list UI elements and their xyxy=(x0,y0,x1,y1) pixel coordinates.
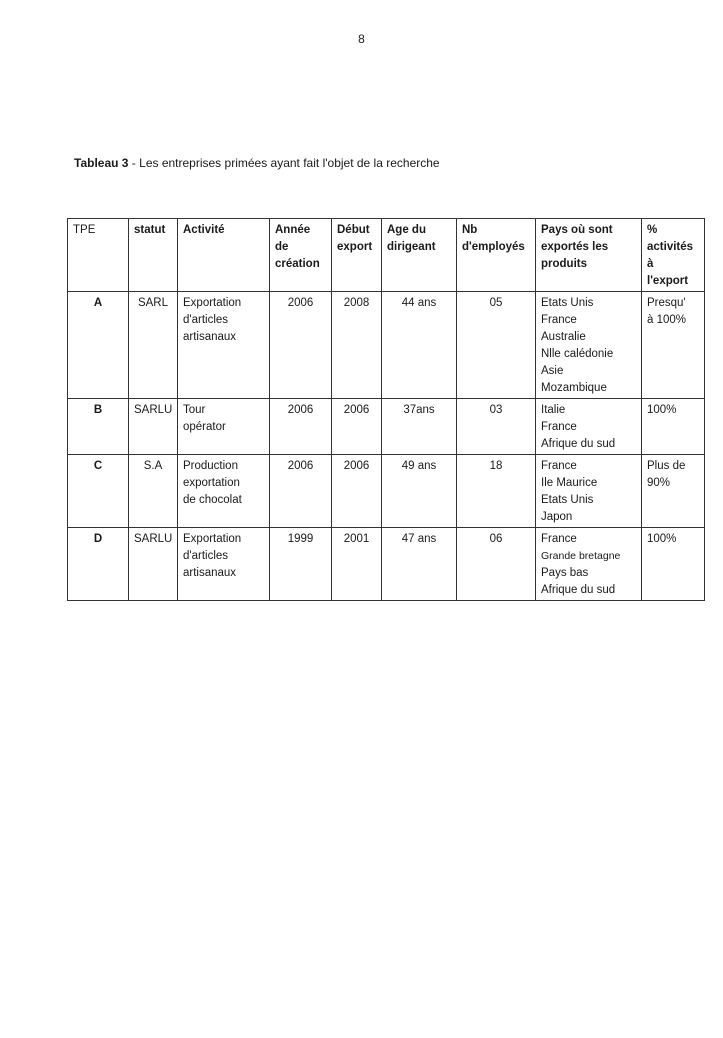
cell-age: 44 ans xyxy=(382,292,457,399)
table-row xyxy=(68,528,705,601)
enterprises-table xyxy=(67,218,705,601)
cell-activite xyxy=(178,528,270,601)
cell-pct-line: Presqu' xyxy=(647,297,686,309)
cell-pays-line: Ile Maurice xyxy=(541,477,598,489)
cell-debut: 2008 xyxy=(332,292,382,399)
cell-nb: 05 xyxy=(457,292,536,399)
header-nb xyxy=(457,219,536,292)
cell-pct-line: 100% xyxy=(647,533,677,545)
header-annee xyxy=(270,219,332,292)
header-debut xyxy=(332,219,382,292)
cell-pays-line: Mozambique xyxy=(541,382,607,394)
cell-pays-line: France xyxy=(541,533,577,545)
header-statut: statut xyxy=(129,219,178,292)
header-pct-line: à xyxy=(647,258,654,270)
caption-label: Tableau 3 xyxy=(74,156,129,170)
cell-pays-line: Afrique du sud xyxy=(541,438,616,450)
header-nb-line: d'employés xyxy=(462,241,525,253)
cell-pays xyxy=(536,292,642,399)
cell-pays-line: France xyxy=(541,460,577,472)
cell-pays-line: Etats Unis xyxy=(541,297,594,309)
caption-separator: - xyxy=(128,156,140,170)
caption-text: Les entreprises primées ayant fait l'objet de la recherche xyxy=(139,156,440,170)
cell-activite xyxy=(178,399,270,455)
cell-pays-line: Japon xyxy=(541,511,573,523)
cell-annee: 2006 xyxy=(270,455,332,528)
cell-pays-line: France xyxy=(541,314,577,326)
cell-pct xyxy=(642,399,705,455)
header-debut-line: Début xyxy=(337,224,370,236)
table-row xyxy=(68,292,705,399)
cell-pays xyxy=(536,455,642,528)
cell-pct xyxy=(642,528,705,601)
cell-pays-line: Pays bas xyxy=(541,567,589,579)
header-pct xyxy=(642,219,705,292)
cell-pays-line: France xyxy=(541,421,577,433)
cell-pct xyxy=(642,455,705,528)
header-activite: Activité xyxy=(178,219,270,292)
cell-activite xyxy=(178,292,270,399)
cell-nb: 18 xyxy=(457,455,536,528)
cell-activite-line: Exportation xyxy=(183,297,242,309)
cell-activite-line: Production xyxy=(183,460,238,472)
header-pct-line: l'export xyxy=(647,275,689,287)
header-annee-line: de xyxy=(275,241,289,253)
cell-tpe: C xyxy=(68,455,129,528)
cell-pct-line: à 100% xyxy=(647,314,687,326)
header-pays-line: exportés les xyxy=(541,241,609,253)
cell-pct xyxy=(642,292,705,399)
cell-statut: S.A xyxy=(129,455,178,528)
header-annee-line: création xyxy=(275,258,320,270)
cell-debut: 2006 xyxy=(332,455,382,528)
cell-nb: 03 xyxy=(457,399,536,455)
cell-activite-line: de chocolat xyxy=(183,494,242,506)
cell-pct-line: 90% xyxy=(647,477,671,489)
header-pct-line: activités xyxy=(647,241,694,253)
cell-tpe: D xyxy=(68,528,129,601)
cell-activite-line: d'articles xyxy=(183,314,229,326)
cell-pays-line: Afrique du sud xyxy=(541,584,616,596)
cell-activite-line: Exportation xyxy=(183,533,242,545)
cell-activite-line: artisanaux xyxy=(183,567,237,579)
table-row xyxy=(68,399,705,455)
cell-age: 37ans xyxy=(382,399,457,455)
table-row xyxy=(68,455,705,528)
cell-activite-line: exportation xyxy=(183,477,240,489)
cell-tpe: B xyxy=(68,399,129,455)
header-pays-line: Pays où sont xyxy=(541,224,613,236)
cell-annee: 1999 xyxy=(270,528,332,601)
cell-nb: 06 xyxy=(457,528,536,601)
header-age xyxy=(382,219,457,292)
header-tpe: TPE xyxy=(68,219,129,292)
cell-pays xyxy=(536,399,642,455)
header-pct-line: % xyxy=(647,224,658,236)
cell-debut: 2006 xyxy=(332,399,382,455)
cell-age: 49 ans xyxy=(382,455,457,528)
cell-statut: SARLU xyxy=(129,399,178,455)
cell-activite-line: opérator xyxy=(183,421,226,433)
header-pays xyxy=(536,219,642,292)
page-number: 8 xyxy=(358,32,365,46)
cell-statut: SARL xyxy=(129,292,178,399)
cell-pays-line: Nlle calédonie xyxy=(541,348,614,360)
cell-pays-line: Etats Unis xyxy=(541,494,594,506)
header-debut-line: export xyxy=(337,241,373,253)
cell-pct-line: Plus de xyxy=(647,460,686,472)
cell-pays-line: Grande bretagne xyxy=(541,550,621,562)
cell-annee: 2006 xyxy=(270,292,332,399)
header-annee-line: Année xyxy=(275,224,311,236)
header-pays-line: produits xyxy=(541,258,587,270)
cell-pct-line: 100% xyxy=(647,404,677,416)
cell-pays-line: Australie xyxy=(541,331,586,343)
cell-annee: 2006 xyxy=(270,399,332,455)
table-header-row xyxy=(68,219,705,292)
cell-tpe: A xyxy=(68,292,129,399)
header-age-line: Age du xyxy=(387,224,426,236)
cell-activite-line: artisanaux xyxy=(183,331,237,343)
header-nb-line: Nb xyxy=(462,224,478,236)
cell-pays-line: Italie xyxy=(541,404,566,416)
cell-debut: 2001 xyxy=(332,528,382,601)
cell-activite-line: d'articles xyxy=(183,550,229,562)
cell-pays xyxy=(536,528,642,601)
cell-activite-line: Tour xyxy=(183,404,206,416)
cell-pays-line: Asie xyxy=(541,365,564,377)
cell-age: 47 ans xyxy=(382,528,457,601)
table-caption xyxy=(74,156,440,170)
header-age-line: dirigeant xyxy=(387,241,436,253)
cell-activite xyxy=(178,455,270,528)
cell-statut: SARLU xyxy=(129,528,178,601)
